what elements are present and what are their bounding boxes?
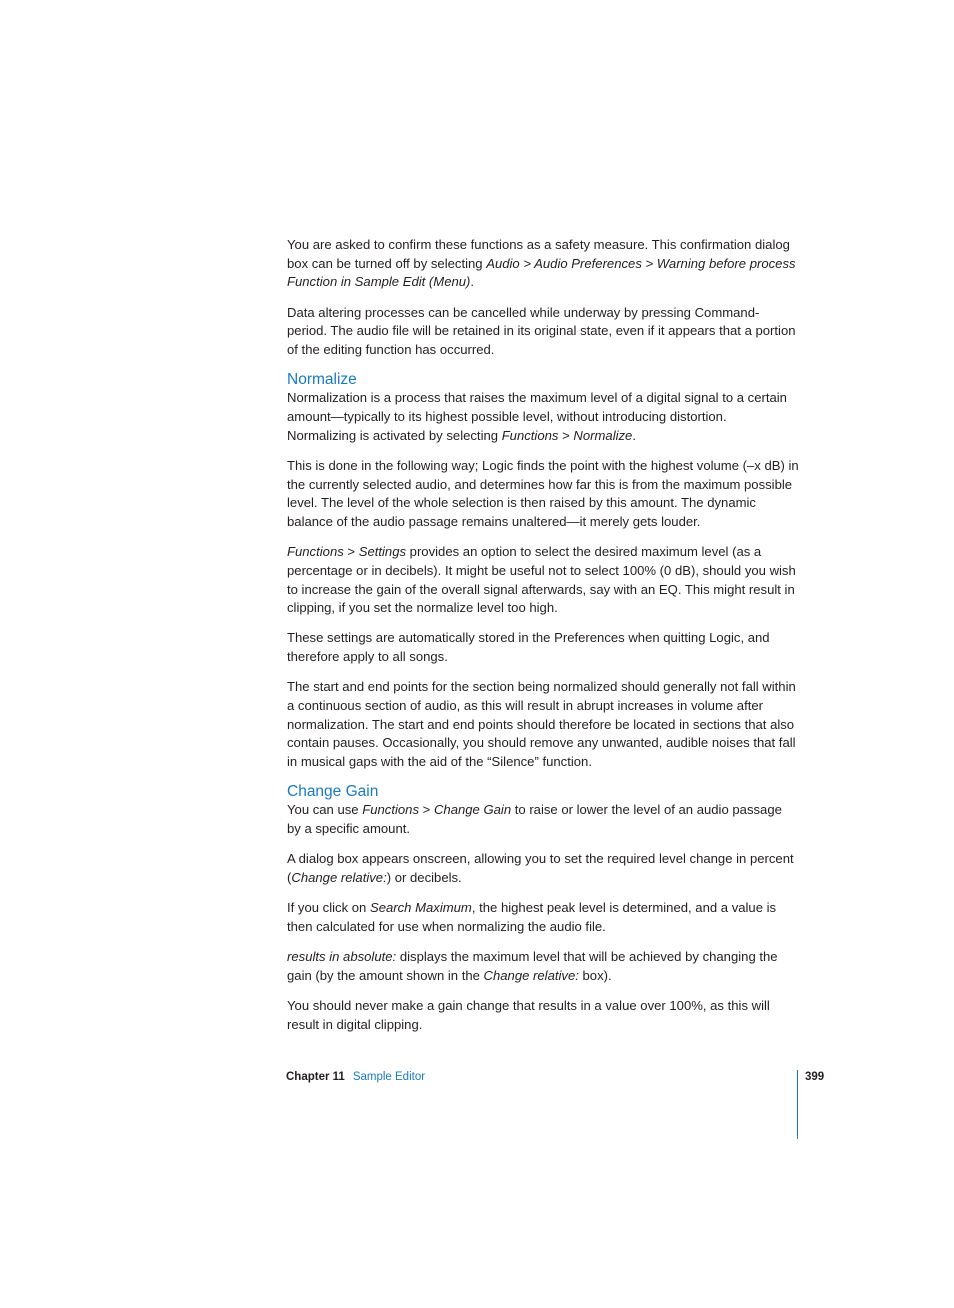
paragraph-cancel-processes: Data altering processes can be cancelled while underway by pressing Command-period. The audio file will be retained in its original state, even if it appears that a portion of the editing function has occurred. <box>287 304 796 358</box>
paragraph-normalize-start-end: The start and end points for the section being normalized should generally not fall within a continuous section of audio, as this will result in abrupt increases in volume after normalization. The start and end points should therefore be located in sections that also contain pauses. Occasionally, you should remove any unwanted, audible noises that fall in musical gaps with the aid of the “Silence” function. <box>287 679 796 770</box>
footer-section-title: Sample Editor <box>352 1071 426 1083</box>
paragraph-normalize-preferences: These settings are automatically stored in the Preferences when quitting Logic, and therefore apply to all songs. <box>287 630 770 665</box>
heading-change-gain: Change Gain <box>287 783 379 801</box>
paragraph-normalize-method: This is done in the following way; Logic finds the point with the highest volume (–x dB) in the currently selected audio, and determines how far this is from the maximum possible level. The level of the whole selection is then raised by this amount. The dynamic balance of the audio passage remains unaltered—it merely gets louder. <box>287 457 799 529</box>
paragraph-change-gain-intro: You can use Functions > Change Gain to raise or lower the level of an audio passage by a specific amount. <box>287 802 782 837</box>
paragraph-change-gain-dialog: A dialog box appears onscreen, allowing you to set the required level change in percent (Change relative:) or decibels. <box>287 851 794 885</box>
paragraph-search-maximum: If you click on Search Maximum, the highest peak level is determined, and a value is then calculated for use when normalizing the audio file. <box>287 900 777 934</box>
paragraph-clipping-warning: You should never make a gain change that results in a value over 100%, as this will result in digital clipping. <box>287 998 770 1032</box>
paragraph-confirm-functions: You are asked to confirm these functions as a safety measure. This confirmation dialog box can be turned off by selecting Audio > Audio Preferences > Warning before process Function in Sample Edit (Menu). <box>287 237 796 290</box>
page-number: 399 <box>805 1071 825 1083</box>
heading-normalize: Normalize <box>287 371 357 389</box>
paragraph-normalize-settings: Functions > Settings provides an option to select the desired maximum level (as a percentage or in decibels). It might be useful not to select 100% (0 dB), should you wish to increase the gain of the overall signal afterwards, say with an EQ. This might result in clipping, if you set the normalize level too high. <box>287 544 796 616</box>
paragraph-normalize-intro: Normalization is a process that raises the maximum level of a digital signal to a certain amount—typically to its highest possible level, without introducing distortion. Normalizing is activated by selecting Functions > Normalize. <box>287 390 787 443</box>
menu-path-warning-setting: Audio > Audio Preferences > Warning before process Function in Sample Edit (Menu) <box>287 255 796 290</box>
paragraph-results-in-absolute: results in absolute: displays the maximum level that will be achieved by changing the gain (by the amount shown in the Change relative: box). <box>287 949 778 983</box>
footer-chapter: Chapter 11 <box>286 1071 345 1083</box>
footer-divider <box>797 1070 798 1139</box>
page-body <box>287 236 799 1046</box>
page-footer <box>286 1070 425 1085</box>
